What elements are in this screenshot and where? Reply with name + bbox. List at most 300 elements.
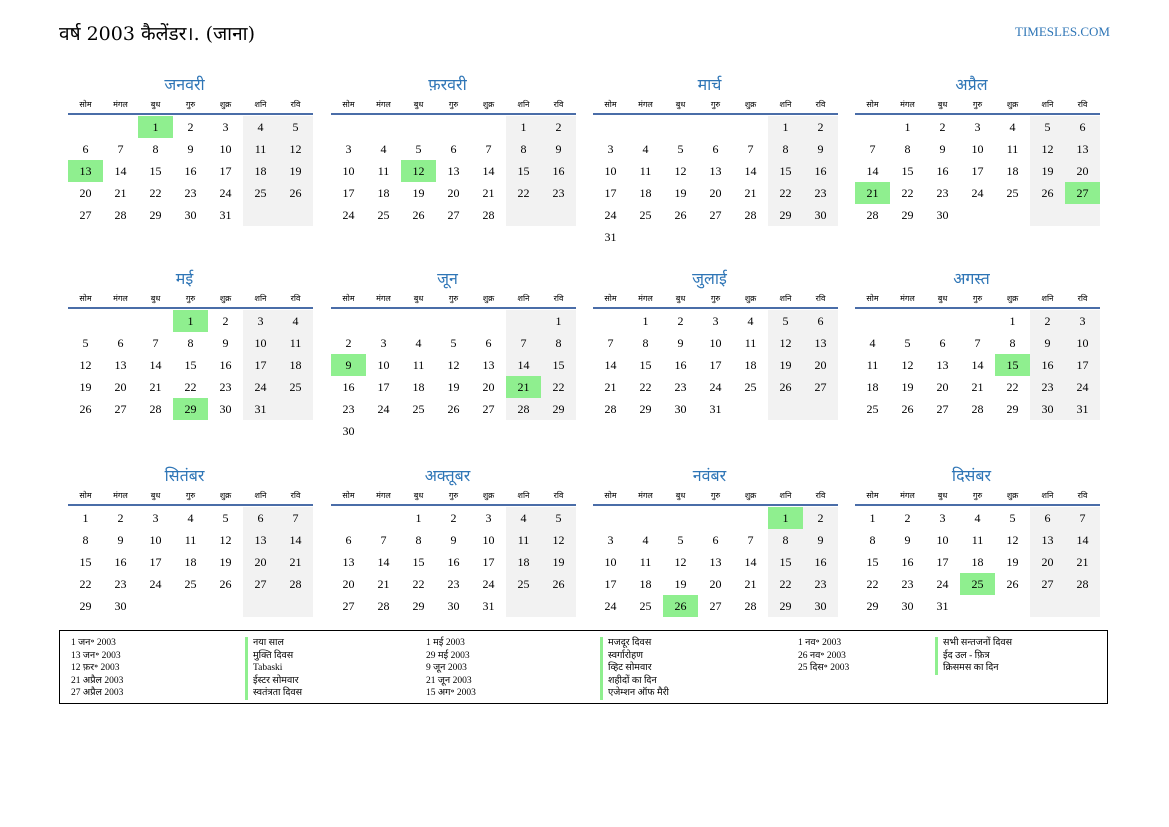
day-cell[interactable]: 31 — [1065, 398, 1100, 420]
day-cell[interactable]: 31 — [709, 402, 722, 416]
day-cell[interactable]: 8 — [152, 142, 159, 156]
day-cell[interactable]: 22 — [866, 577, 879, 591]
day-cell[interactable]: 26 — [901, 402, 914, 416]
day-cell[interactable]: 26 — [1006, 577, 1019, 591]
day-cell[interactable]: 13 — [447, 164, 460, 178]
day-cell[interactable]: 27 — [114, 402, 127, 416]
day-cell[interactable]: 29 — [1006, 402, 1019, 416]
day-cell[interactable]: 31 — [936, 599, 949, 613]
day-cell[interactable]: 29 — [173, 398, 208, 420]
day-cell[interactable]: 24 — [709, 380, 722, 394]
day-cell[interactable]: 4 — [278, 310, 313, 332]
day-cell[interactable]: 20 — [1065, 160, 1100, 182]
day-cell[interactable]: 4 — [642, 142, 649, 156]
day-cell[interactable]: 5 — [677, 533, 684, 547]
day-cell[interactable]: 25 — [243, 182, 278, 204]
day-cell[interactable]: 11 — [243, 138, 278, 160]
day-cell[interactable]: 14 — [971, 358, 984, 372]
day-cell[interactable]: 8 — [82, 533, 89, 547]
day-cell[interactable]: 28 — [149, 402, 162, 416]
day-cell[interactable]: 20 — [79, 186, 92, 200]
day-cell[interactable]: 5 — [450, 336, 457, 350]
day-cell[interactable]: 26 — [412, 208, 425, 222]
day-cell[interactable]: 5 — [904, 336, 911, 350]
day-cell[interactable]: 19 — [541, 551, 576, 573]
day-cell[interactable]: 18 — [639, 577, 652, 591]
day-cell[interactable]: 23 — [936, 186, 949, 200]
day-cell[interactable]: 18 — [184, 555, 197, 569]
day-cell[interactable]: 7 — [117, 142, 124, 156]
day-cell[interactable]: 29 — [639, 402, 652, 416]
day-cell[interactable]: 7 — [380, 533, 387, 547]
day-cell[interactable]: 27 — [447, 208, 460, 222]
day-cell[interactable]: 23 — [803, 573, 838, 595]
day-cell[interactable]: 25 — [639, 599, 652, 613]
day-cell[interactable]: 18 — [506, 551, 541, 573]
day-cell[interactable]: 22 — [541, 376, 576, 398]
day-cell[interactable]: 1 — [869, 511, 876, 525]
day-cell[interactable]: 19 — [901, 380, 914, 394]
day-cell[interactable]: 6 — [939, 336, 946, 350]
day-cell[interactable]: 2 — [803, 116, 838, 138]
day-cell[interactable]: 11 — [866, 358, 879, 372]
day-cell[interactable]: 12 — [278, 138, 313, 160]
day-cell[interactable]: 23 — [219, 380, 232, 394]
day-cell[interactable]: 5 — [82, 336, 89, 350]
day-cell[interactable]: 31 — [604, 230, 617, 244]
day-cell[interactable]: 15 — [639, 358, 652, 372]
day-cell[interactable]: 24 — [377, 402, 390, 416]
day-cell[interactable]: 18 — [744, 358, 757, 372]
day-cell[interactable]: 19 — [1006, 555, 1019, 569]
day-cell[interactable]: 16 — [541, 160, 576, 182]
day-cell[interactable]: 16 — [342, 380, 355, 394]
day-cell[interactable]: 4 — [747, 314, 754, 328]
day-cell[interactable]: 24 — [604, 599, 617, 613]
day-cell[interactable]: 16 — [114, 555, 127, 569]
day-cell[interactable]: 8 — [904, 142, 911, 156]
day-cell[interactable]: 19 — [79, 380, 92, 394]
day-cell[interactable]: 22 — [901, 186, 914, 200]
day-cell[interactable]: 2 — [939, 120, 946, 134]
day-cell[interactable]: 12 — [447, 358, 460, 372]
day-cell[interactable]: 10 — [936, 533, 949, 547]
day-cell[interactable]: 1 — [506, 116, 541, 138]
day-cell[interactable]: 9 — [677, 336, 684, 350]
day-cell[interactable]: 30 — [184, 208, 197, 222]
day-cell[interactable]: 30 — [803, 204, 838, 226]
day-cell[interactable]: 10 — [377, 358, 390, 372]
day-cell[interactable]: 2 — [1030, 310, 1065, 332]
day-cell[interactable]: 29 — [901, 208, 914, 222]
day-cell[interactable]: 1 — [415, 511, 422, 525]
day-cell[interactable]: 17 — [1065, 354, 1100, 376]
day-cell[interactable]: 21 — [377, 577, 390, 591]
day-cell[interactable]: 19 — [1030, 160, 1065, 182]
day-cell[interactable]: 13 — [68, 160, 103, 182]
day-cell[interactable]: 20 — [709, 186, 722, 200]
day-cell[interactable]: 26 — [768, 376, 803, 398]
day-cell[interactable]: 29 — [412, 599, 425, 613]
day-cell[interactable]: 19 — [674, 577, 687, 591]
day-cell[interactable]: 26 — [278, 182, 313, 204]
day-cell[interactable]: 26 — [447, 402, 460, 416]
day-cell[interactable]: 7 — [974, 336, 981, 350]
day-cell[interactable]: 2 — [803, 507, 838, 529]
day-cell[interactable]: 21 — [604, 380, 617, 394]
day-cell[interactable]: 25 — [377, 208, 390, 222]
day-cell[interactable]: 21 — [482, 186, 495, 200]
day-cell[interactable]: 12 — [674, 555, 687, 569]
day-cell[interactable]: 3 — [607, 533, 614, 547]
day-cell[interactable]: 7 — [1065, 507, 1100, 529]
day-cell[interactable]: 12 — [219, 533, 232, 547]
day-cell[interactable]: 9 — [541, 138, 576, 160]
day-cell[interactable]: 6 — [82, 142, 89, 156]
day-cell[interactable]: 16 — [184, 164, 197, 178]
site-link[interactable]: TIMESLES.COM — [1015, 24, 1110, 39]
day-cell[interactable]: 10 — [1065, 332, 1100, 354]
day-cell[interactable]: 17 — [342, 186, 355, 200]
day-cell[interactable]: 5 — [677, 142, 684, 156]
day-cell[interactable]: 14 — [278, 529, 313, 551]
day-cell[interactable]: 22 — [506, 182, 541, 204]
day-cell[interactable]: 25 — [278, 376, 313, 398]
day-cell[interactable]: 14 — [1065, 529, 1100, 551]
day-cell[interactable]: 3 — [974, 120, 981, 134]
day-cell[interactable]: 9 — [803, 138, 838, 160]
day-cell[interactable]: 24 — [604, 208, 617, 222]
day-cell[interactable]: 21 — [149, 380, 162, 394]
day-cell[interactable]: 11 — [971, 533, 984, 547]
day-cell[interactable]: 3 — [607, 142, 614, 156]
day-cell[interactable]: 31 — [482, 599, 495, 613]
day-cell[interactable]: 9 — [904, 533, 911, 547]
day-cell[interactable]: 24 — [149, 577, 162, 591]
day-cell[interactable]: 28 — [278, 573, 313, 595]
day-cell[interactable]: 2 — [541, 116, 576, 138]
day-cell[interactable]: 25 — [506, 573, 541, 595]
day-cell[interactable]: 12 — [401, 160, 436, 182]
day-cell[interactable]: 21 — [744, 186, 757, 200]
day-cell[interactable]: 17 — [709, 358, 722, 372]
day-cell[interactable]: 7 — [506, 332, 541, 354]
day-cell[interactable]: 5 — [415, 142, 422, 156]
day-cell[interactable]: 13 — [1030, 529, 1065, 551]
day-cell[interactable]: 21 — [506, 376, 541, 398]
day-cell[interactable]: 18 — [1006, 164, 1019, 178]
day-cell[interactable]: 5 — [541, 507, 576, 529]
day-cell[interactable]: 19 — [219, 555, 232, 569]
day-cell[interactable]: 26 — [663, 595, 698, 617]
day-cell[interactable]: 6 — [1030, 507, 1065, 529]
day-cell[interactable]: 11 — [184, 533, 197, 547]
day-cell[interactable]: 2 — [117, 511, 124, 525]
day-cell[interactable]: 11 — [377, 164, 390, 178]
day-cell[interactable]: 26 — [1030, 182, 1065, 204]
day-cell[interactable]: 20 — [114, 380, 127, 394]
day-cell[interactable]: 28 — [506, 398, 541, 420]
day-cell[interactable]: 4 — [974, 511, 981, 525]
day-cell[interactable]: 27 — [1030, 573, 1065, 595]
day-cell[interactable]: 23 — [901, 577, 914, 591]
day-cell[interactable]: 14 — [377, 555, 390, 569]
day-cell[interactable]: 13 — [482, 358, 495, 372]
day-cell[interactable]: 15 — [506, 160, 541, 182]
day-cell[interactable]: 17 — [149, 555, 162, 569]
day-cell[interactable]: 30 — [1030, 398, 1065, 420]
day-cell[interactable]: 24 — [243, 376, 278, 398]
day-cell[interactable]: 24 — [1065, 376, 1100, 398]
day-cell[interactable]: 16 — [803, 551, 838, 573]
day-cell[interactable]: 20 — [936, 380, 949, 394]
day-cell[interactable]: 27 — [482, 402, 495, 416]
day-cell[interactable]: 16 — [447, 555, 460, 569]
day-cell[interactable]: 6 — [450, 142, 457, 156]
day-cell[interactable]: 13 — [936, 358, 949, 372]
day-cell[interactable]: 17 — [936, 555, 949, 569]
day-cell[interactable]: 17 — [604, 577, 617, 591]
day-cell[interactable]: 25 — [412, 402, 425, 416]
day-cell[interactable]: 14 — [114, 164, 127, 178]
day-cell[interactable]: 16 — [901, 555, 914, 569]
day-cell[interactable]: 22 — [768, 182, 803, 204]
day-cell[interactable]: 3 — [712, 314, 719, 328]
day-cell[interactable]: 21 — [278, 551, 313, 573]
day-cell[interactable]: 13 — [114, 358, 127, 372]
day-cell[interactable]: 7 — [278, 507, 313, 529]
day-cell[interactable]: 10 — [219, 142, 232, 156]
day-cell[interactable]: 5 — [1009, 511, 1016, 525]
day-cell[interactable]: 14 — [506, 354, 541, 376]
day-cell[interactable]: 4 — [869, 336, 876, 350]
day-cell[interactable]: 25 — [1006, 186, 1019, 200]
day-cell[interactable]: 11 — [744, 336, 757, 350]
day-cell[interactable]: 6 — [345, 533, 352, 547]
day-cell[interactable]: 22 — [79, 577, 92, 591]
day-cell[interactable]: 10 — [971, 142, 984, 156]
day-cell[interactable]: 2 — [450, 511, 457, 525]
day-cell[interactable]: 26 — [219, 577, 232, 591]
day-cell[interactable]: 15 — [184, 358, 197, 372]
day-cell[interactable]: 9 — [222, 336, 229, 350]
day-cell[interactable]: 21 — [114, 186, 127, 200]
day-cell[interactable]: 8 — [642, 336, 649, 350]
day-cell[interactable]: 16 — [1030, 354, 1065, 376]
day-cell[interactable]: 17 — [219, 164, 232, 178]
day-cell[interactable]: 5 — [278, 116, 313, 138]
day-cell[interactable]: 8 — [768, 138, 803, 160]
day-cell[interactable]: 23 — [447, 577, 460, 591]
day-cell[interactable]: 7 — [152, 336, 159, 350]
day-cell[interactable]: 8 — [415, 533, 422, 547]
day-cell[interactable]: 18 — [639, 186, 652, 200]
day-cell[interactable]: 3 — [380, 336, 387, 350]
day-cell[interactable]: 9 — [450, 533, 457, 547]
day-cell[interactable]: 11 — [639, 164, 652, 178]
day-cell[interactable]: 28 — [604, 402, 617, 416]
day-cell[interactable]: 26 — [79, 402, 92, 416]
day-cell[interactable]: 14 — [866, 164, 879, 178]
day-cell[interactable]: 23 — [803, 182, 838, 204]
day-cell[interactable]: 30 — [803, 595, 838, 617]
day-cell[interactable]: 18 — [243, 160, 278, 182]
day-cell[interactable]: 6 — [1065, 116, 1100, 138]
day-cell[interactable]: 25 — [960, 573, 995, 595]
day-cell[interactable]: 11 — [506, 529, 541, 551]
day-cell[interactable]: 20 — [709, 577, 722, 591]
day-cell[interactable]: 7 — [747, 142, 754, 156]
day-cell[interactable]: 19 — [278, 160, 313, 182]
day-cell[interactable]: 14 — [744, 164, 757, 178]
day-cell[interactable]: 17 — [377, 380, 390, 394]
day-cell[interactable]: 29 — [768, 204, 803, 226]
day-cell[interactable]: 23 — [184, 186, 197, 200]
day-cell[interactable]: 18 — [412, 380, 425, 394]
day-cell[interactable]: 20 — [342, 577, 355, 591]
day-cell[interactable]: 11 — [639, 555, 652, 569]
day-cell[interactable]: 1 — [904, 120, 911, 134]
day-cell[interactable]: 15 — [149, 164, 162, 178]
day-cell[interactable]: 14 — [482, 164, 495, 178]
day-cell[interactable]: 29 — [768, 595, 803, 617]
day-cell[interactable]: 22 — [412, 577, 425, 591]
day-cell[interactable]: 4 — [415, 336, 422, 350]
day-cell[interactable]: 9 — [331, 354, 366, 376]
day-cell[interactable]: 9 — [1030, 332, 1065, 354]
day-cell[interactable]: 30 — [936, 208, 949, 222]
day-cell[interactable]: 15 — [79, 555, 92, 569]
day-cell[interactable]: 30 — [219, 402, 232, 416]
day-cell[interactable]: 19 — [447, 380, 460, 394]
day-cell[interactable]: 3 — [485, 511, 492, 525]
day-cell[interactable]: 20 — [1030, 551, 1065, 573]
day-cell[interactable]: 24 — [971, 186, 984, 200]
day-cell[interactable]: 21 — [971, 380, 984, 394]
day-cell[interactable]: 4 — [1009, 120, 1016, 134]
day-cell[interactable]: 17 — [243, 354, 278, 376]
day-cell[interactable]: 7 — [747, 533, 754, 547]
day-cell[interactable]: 1 — [1009, 314, 1016, 328]
day-cell[interactable]: 10 — [342, 164, 355, 178]
day-cell[interactable]: 4 — [642, 533, 649, 547]
day-cell[interactable]: 5 — [1030, 116, 1065, 138]
day-cell[interactable]: 15 — [768, 160, 803, 182]
day-cell[interactable]: 15 — [541, 354, 576, 376]
day-cell[interactable]: 30 — [114, 599, 127, 613]
day-cell[interactable]: 9 — [939, 142, 946, 156]
day-cell[interactable]: 12 — [674, 164, 687, 178]
day-cell[interactable]: 20 — [447, 186, 460, 200]
day-cell[interactable]: 19 — [674, 186, 687, 200]
day-cell[interactable]: 2 — [677, 314, 684, 328]
day-cell[interactable]: 19 — [768, 354, 803, 376]
day-cell[interactable]: 11 — [412, 358, 425, 372]
day-cell[interactable]: 25 — [639, 208, 652, 222]
day-cell[interactable]: 17 — [971, 164, 984, 178]
day-cell[interactable]: 12 — [768, 332, 803, 354]
day-cell[interactable]: 15 — [768, 551, 803, 573]
day-cell[interactable]: 1 — [642, 314, 649, 328]
day-cell[interactable]: 8 — [1009, 336, 1016, 350]
day-cell[interactable]: 9 — [117, 533, 124, 547]
day-cell[interactable]: 24 — [219, 186, 232, 200]
day-cell[interactable]: 6 — [243, 507, 278, 529]
day-cell[interactable]: 13 — [243, 529, 278, 551]
day-cell[interactable]: 1 — [173, 310, 208, 332]
day-cell[interactable]: 20 — [803, 354, 838, 376]
day-cell[interactable]: 7 — [485, 142, 492, 156]
day-cell[interactable]: 27 — [709, 599, 722, 613]
day-cell[interactable]: 15 — [995, 354, 1030, 376]
day-cell[interactable]: 31 — [219, 208, 232, 222]
day-cell[interactable]: 7 — [869, 142, 876, 156]
day-cell[interactable]: 2 — [187, 120, 194, 134]
day-cell[interactable]: 11 — [278, 332, 313, 354]
day-cell[interactable]: 4 — [243, 116, 278, 138]
day-cell[interactable]: 28 — [744, 208, 757, 222]
day-cell[interactable]: 12 — [79, 358, 92, 372]
day-cell[interactable]: 29 — [541, 398, 576, 420]
day-cell[interactable]: 24 — [482, 577, 495, 591]
day-cell[interactable]: 1 — [138, 116, 173, 138]
day-cell[interactable]: 2 — [904, 511, 911, 525]
day-cell[interactable]: 8 — [768, 529, 803, 551]
day-cell[interactable]: 10 — [243, 332, 278, 354]
day-cell[interactable]: 18 — [377, 186, 390, 200]
day-cell[interactable]: 26 — [674, 208, 687, 222]
day-cell[interactable]: 27 — [803, 376, 838, 398]
day-cell[interactable]: 23 — [674, 380, 687, 394]
day-cell[interactable]: 14 — [149, 358, 162, 372]
day-cell[interactable]: 29 — [149, 208, 162, 222]
day-cell[interactable]: 13 — [709, 164, 722, 178]
day-cell[interactable]: 30 — [674, 402, 687, 416]
day-cell[interactable]: 28 — [744, 599, 757, 613]
day-cell[interactable]: 2 — [222, 314, 229, 328]
day-cell[interactable]: 3 — [1065, 310, 1100, 332]
day-cell[interactable]: 3 — [939, 511, 946, 525]
day-cell[interactable]: 4 — [506, 507, 541, 529]
day-cell[interactable]: 27 — [243, 573, 278, 595]
day-cell[interactable]: 25 — [866, 402, 879, 416]
day-cell[interactable]: 12 — [901, 358, 914, 372]
day-cell[interactable]: 16 — [936, 164, 949, 178]
day-cell[interactable]: 22 — [1006, 380, 1019, 394]
day-cell[interactable]: 19 — [412, 186, 425, 200]
day-cell[interactable]: 8 — [541, 332, 576, 354]
day-cell[interactable]: 28 — [377, 599, 390, 613]
day-cell[interactable]: 20 — [243, 551, 278, 573]
day-cell[interactable]: 28 — [866, 208, 879, 222]
day-cell[interactable]: 6 — [712, 142, 719, 156]
day-cell[interactable]: 4 — [380, 142, 387, 156]
day-cell[interactable]: 11 — [1006, 142, 1019, 156]
day-cell[interactable]: 23 — [1030, 376, 1065, 398]
day-cell[interactable]: 10 — [604, 164, 617, 178]
day-cell[interactable]: 6 — [117, 336, 124, 350]
day-cell[interactable]: 28 — [114, 208, 127, 222]
day-cell[interactable]: 14 — [604, 358, 617, 372]
day-cell[interactable]: 25 — [744, 380, 757, 394]
day-cell[interactable]: 16 — [219, 358, 232, 372]
day-cell[interactable]: 27 — [709, 208, 722, 222]
day-cell[interactable]: 9 — [803, 529, 838, 551]
day-cell[interactable]: 23 — [342, 402, 355, 416]
day-cell[interactable]: 29 — [866, 599, 879, 613]
day-cell[interactable]: 24 — [342, 208, 355, 222]
day-cell[interactable]: 29 — [79, 599, 92, 613]
